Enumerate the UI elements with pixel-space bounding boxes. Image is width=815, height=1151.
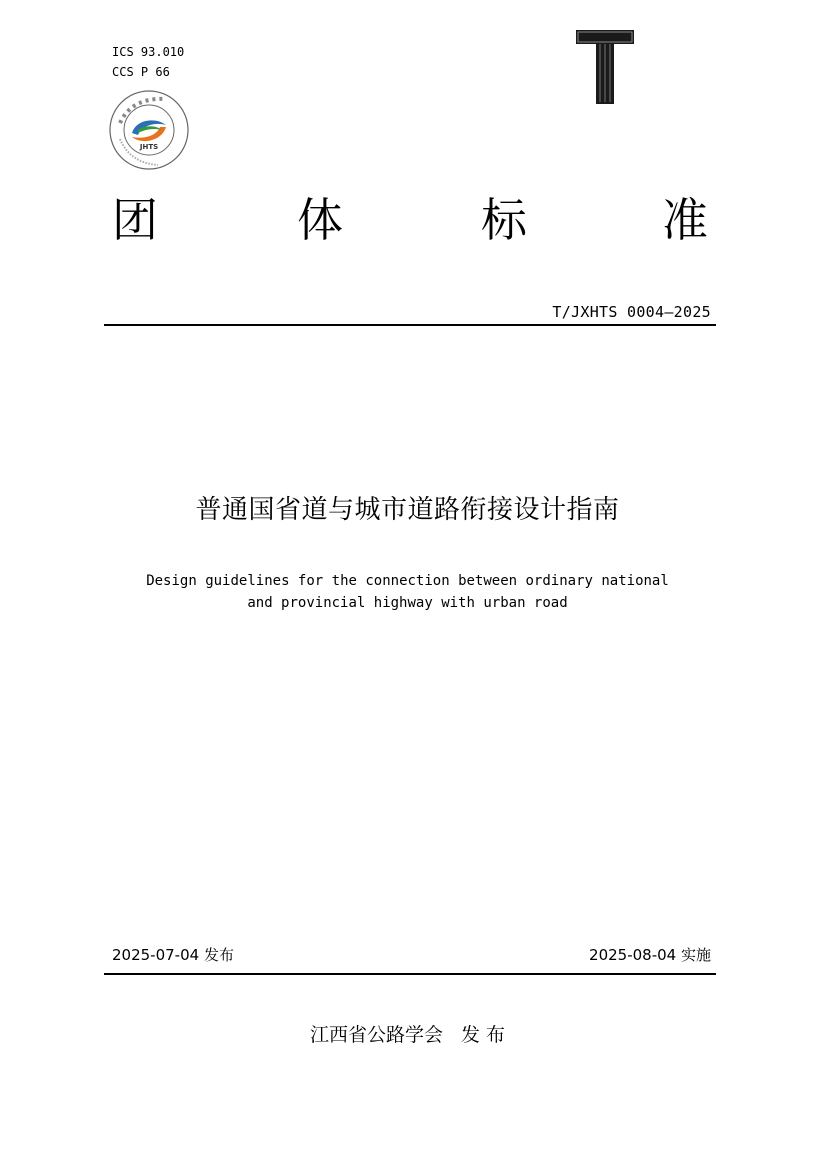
title-english-line-2: and provincial highway with urban road [247, 595, 568, 611]
category-title-char-3: 标 [481, 193, 527, 247]
title-english [0, 570, 815, 614]
jhts-seal-icon [108, 89, 190, 171]
title-english-line-1: Design guidelines for the connection between ordinary national [146, 573, 669, 589]
category-title-char-2: 体 [297, 193, 343, 247]
category-title-char-1: 团 [112, 193, 158, 247]
title-chinese: 普通国省道与城市道路衔接设计指南 [195, 495, 620, 525]
category-mark-t [574, 28, 636, 106]
bottom-divider [104, 973, 716, 975]
ics-code: ICS 93.010 [112, 45, 185, 59]
logo-text: JHTS [139, 143, 159, 151]
classification-codes [112, 42, 184, 82]
effective-date: 2025-08-04 实施 [589, 946, 711, 964]
publisher-name: 江西省公路学会 [309, 1024, 443, 1046]
standard-number: T/JXHTS 0004—2025 [552, 303, 711, 321]
category-title-char-4: 准 [662, 193, 708, 247]
publisher-action: 发 布 [460, 1024, 506, 1046]
ccs-code: CCS P 66 [112, 65, 170, 79]
publisher-line [0, 1020, 815, 1047]
top-divider [104, 324, 716, 326]
publish-date: 2025-07-04 发布 [112, 946, 234, 964]
category-title [112, 190, 712, 250]
